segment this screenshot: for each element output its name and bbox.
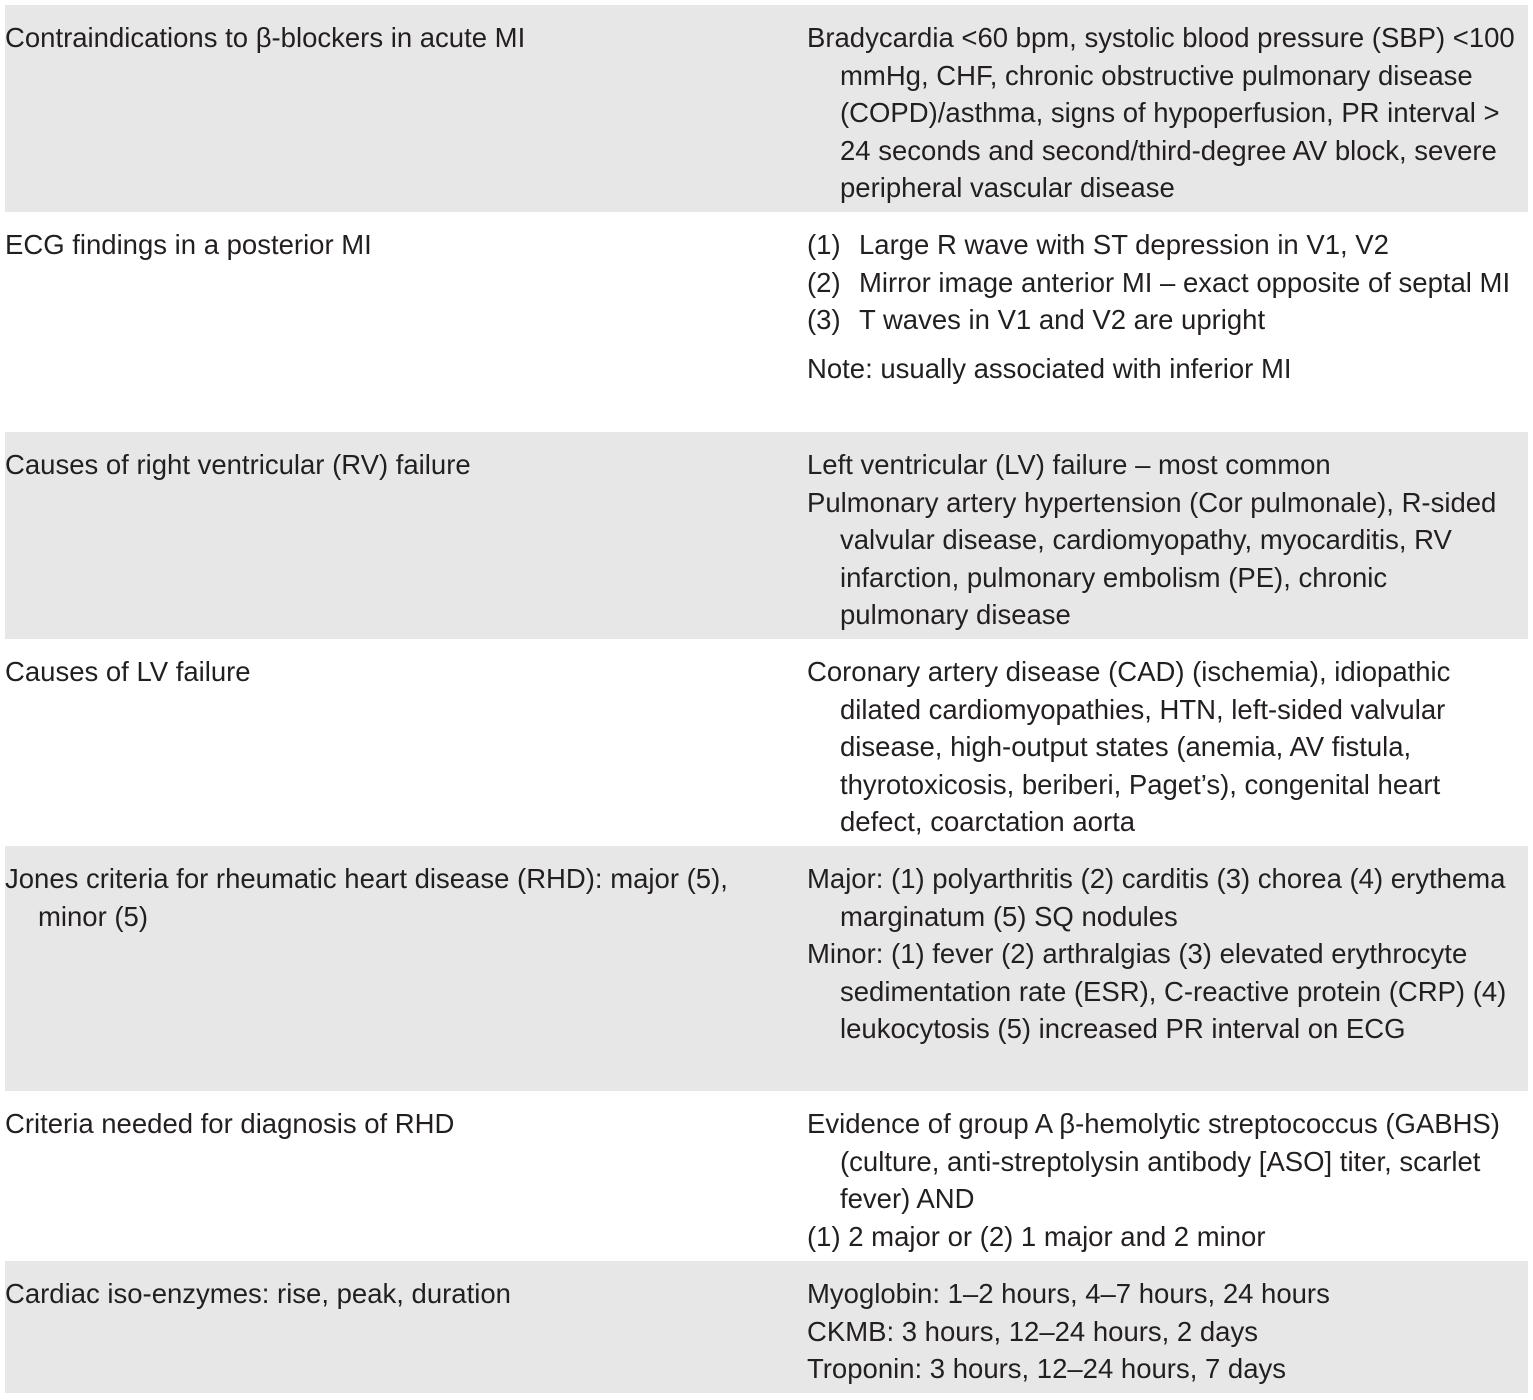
list-item-text: Mirror image anterior MI – exact opposite of septal MI [859,266,1511,298]
list-item-number: (2) [807,266,841,298]
answer-line: Left ventricular (LV) failure – most common [807,449,1331,480]
answer-line: Myoglobin: 1–2 hours, 4–7 hours, 24 hours [807,1278,1330,1309]
row-topic: Criteria needed for diagnosis of RHD [5,1108,455,1139]
list-item-text: T waves in V1 and V2 are upright [859,304,1266,335]
answer-line: Coronary artery disease (CAD) (ischemia), idiopathic dilated cardiomyopathies, HTN, left-sided valvular disease, high-output states (anemia, AV fistula, thyrotoxicosis, beriberi, Paget’s), congenital heart defect, coarctation aorta [807,656,1451,837]
row-topic: Cardiac iso-enzymes: rise, peak, duration [5,1278,511,1309]
answer-line: Troponin: 3 hours, 12–24 hours, 7 days [807,1353,1287,1384]
list-item-number: (3) [807,304,841,335]
table-row [5,432,1528,639]
note: Note: usually associated with inferior MI [807,352,1292,384]
answer-line: Major: (1) polyarthritis (2) carditis (3) chorea (4) erythema marginatum (5) SQ nodules [807,863,1506,932]
row-topic: Jones criteria for rheumatic heart disease (RHD): major (5), minor (5) [5,863,728,932]
row-topic: Causes of LV failure [5,656,251,687]
row-topic: Causes of right ventricular (RV) failure [5,449,471,480]
list-item [807,301,1520,339]
row-answer [783,1105,1528,1252]
qa-table [5,5,1528,1393]
answer-line: Minor: (1) fever (2) arthralgias (3) elevated erythrocyte sedimentation rate (ESR), C-reactive protein (CRP) (4) leukocytosis (5) increased PR interval on ECG [807,938,1507,1044]
table-row [5,212,1528,432]
row-topic: ECG findings in a posterior MI [5,229,372,260]
list-item [807,226,1520,264]
row-answer [783,860,1528,1077]
answer-line: Evidence of group A β-hemolytic streptococcus (GABHS) (culture, anti-streptolysin antibody [ASO] titer, scarlet fever) AND [807,1108,1500,1214]
table-row [5,846,1528,1091]
list-item-number: (1) [807,229,841,260]
answer-line: Pulmonary artery hypertension (Cor pulmonale), R-sided valvular disease, cardiomyopathy, myocarditis, RV infarction, pulmonary embolism (PE), chronic pulmonary disease [807,486,1497,630]
table-row [5,1091,1528,1261]
list-item-text: Large R wave with ST depression in V1, V2 [859,229,1389,260]
table-row [5,639,1528,846]
row-answer [783,19,1528,203]
table-row [5,5,1528,212]
row-answer [783,653,1528,837]
list-item [807,264,1520,302]
answer-line: (1) 2 major or (2) 1 major and 2 minor [807,1220,1266,1252]
row-answer [783,446,1528,630]
row-answer [783,1275,1528,1384]
answer-line: CKMB: 3 hours, 12–24 hours, 2 days [807,1315,1258,1347]
row-topic: Contraindications to β-blockers in acute MI [5,22,526,53]
answer-line: Bradycardia <60 bpm, systolic blood pressure (SBP) <100 mmHg, CHF, chronic obstructive pulmonary disease (COPD)/asthma, signs of hypoperfusion, PR interval > 24 seconds and second/third-degree AV block, severe peripheral vascular disease [807,22,1515,203]
table-row [5,1261,1528,1393]
row-answer [783,226,1528,418]
